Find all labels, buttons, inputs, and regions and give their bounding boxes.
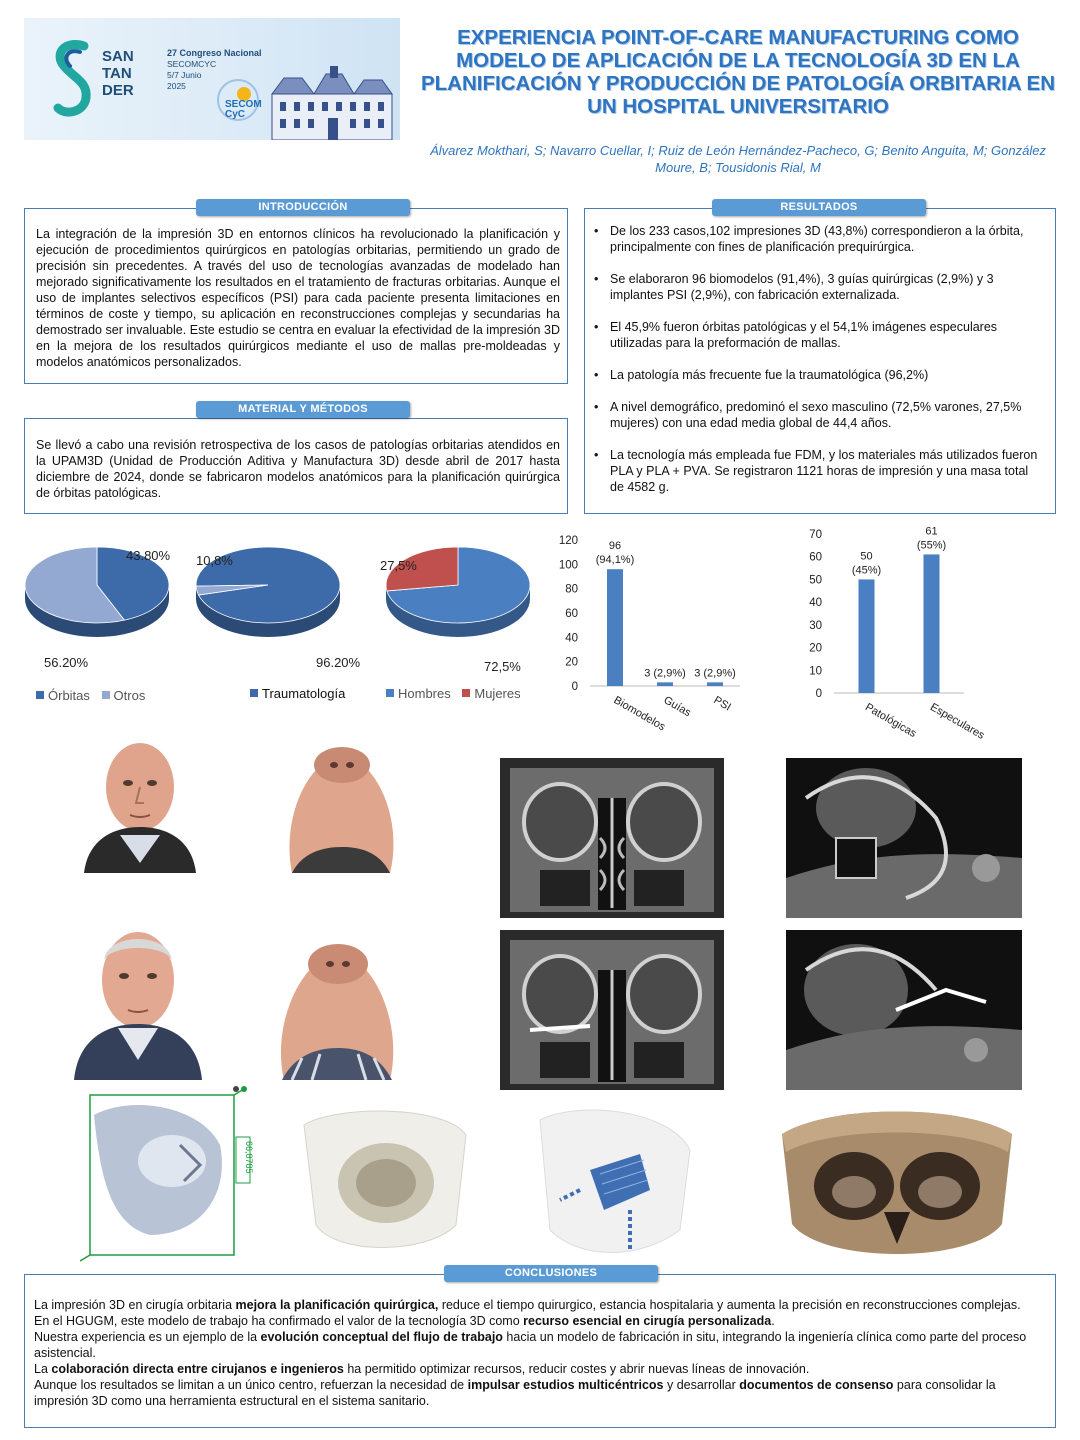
y-tick-label: 100 xyxy=(558,559,578,572)
ct-sagittal-post xyxy=(786,930,1022,1090)
3d-digital-model xyxy=(80,1085,260,1265)
bar-data-label: 61 xyxy=(925,525,938,538)
bar-data-label: 3 (2,9%) xyxy=(694,667,736,680)
bar-data-label: (94,1%) xyxy=(595,554,635,567)
patient-photo-basal-post xyxy=(262,930,412,1080)
conclusion-paragraph: Aunque los resultados se limitan a un único centro, refuerzan la necesidad de impulsar estudios multicéntricos y desarrollar documentos de consenso para consolidar la impresión 3D como una herramienta estructural en el sistema sanitario. xyxy=(34,1378,996,1408)
y-tick-label: 70 xyxy=(809,529,822,541)
y-tick-label: 20 xyxy=(565,656,578,669)
bar xyxy=(607,569,623,686)
resultados-item: • A nivel demográfico, predominó el sexo masculino (72,5% varones, 27,5% mujeres) con una edad media global de 44,4 años. xyxy=(592,399,1044,431)
legend-label: Mujeres xyxy=(474,686,521,701)
bar-chart-products xyxy=(540,528,780,748)
bar-data-label: (55%) xyxy=(916,539,947,552)
y-tick-label: 0 xyxy=(815,688,822,700)
bar-data-label: 50 xyxy=(860,550,873,563)
conclusiones-text xyxy=(34,1297,1046,1409)
x-tick-label: Biomodelos xyxy=(611,694,668,734)
bar xyxy=(657,682,673,686)
introduccion-heading: INTRODUCCIÓN xyxy=(196,199,410,216)
x-tick-label: Especulares xyxy=(928,701,987,742)
y-tick-label: 0 xyxy=(571,681,578,693)
patient-photo-frontal-post xyxy=(68,920,206,1080)
y-tick-label: 10 xyxy=(809,665,822,678)
bar xyxy=(924,554,940,693)
resultados-item: • La patología más frecuente fue la traumatológica (96,2%) xyxy=(592,367,1044,383)
y-tick-label: 50 xyxy=(809,574,822,587)
x-tick-label: Guías xyxy=(661,694,693,720)
pie1-legend xyxy=(36,688,153,703)
material-heading: MATERIAL Y MÉTODOS xyxy=(196,401,410,418)
resultados-heading: RESULTADOS xyxy=(712,199,926,216)
ct-sagittal-pre xyxy=(786,758,1022,918)
pie3-legend xyxy=(386,686,529,701)
bar xyxy=(859,579,875,693)
pie2-label-small: 10,8% xyxy=(196,553,233,568)
bar xyxy=(707,682,723,686)
legend-swatch xyxy=(102,691,110,699)
pie2-legend xyxy=(250,686,353,701)
santander-s-logo xyxy=(50,38,96,118)
resultados-item: • La tecnología más empleada fue FDM, y los materiales más utilizados fueron PLA y PLA + PVA. Se registraron 1121 horas de impresión y una masa total de 4582 g. xyxy=(592,447,1044,495)
y-tick-label: 20 xyxy=(809,642,822,655)
legend-label: Otros xyxy=(113,688,146,703)
legend-label: Hombres xyxy=(398,686,451,701)
patient-photo-frontal-pre xyxy=(74,735,206,873)
resultados-item: • El 45,9% fueron órbitas patológicas y el 54,1% imágenes especulares utilizadas para la preformación de mallas. xyxy=(592,319,1044,351)
pie2-label-trauma: 96.20% xyxy=(316,655,361,670)
3d-model-with-mesh xyxy=(520,1100,700,1264)
y-tick-label: 80 xyxy=(565,583,578,596)
bar-chart-orbits xyxy=(794,524,1034,748)
congress-banner xyxy=(24,18,400,140)
y-tick-label: 40 xyxy=(565,632,578,645)
conclusion-paragraph: Nuestra experiencia es un ejemplo de la evolución conceptual del flujo de trabajo hacia un modelo de fabricación in situ, integrando la ingeniería clínica como parte del proceso asistencial. xyxy=(34,1330,1027,1360)
resultados-item: • Se elaboraron 96 biomodelos (91,4%), 3 guías quirúrgicas (2,9%) y 3 implantes PSI (2,9%), con fabricación externalizada. xyxy=(592,271,1044,303)
legend-swatch xyxy=(36,691,44,699)
conclusion-paragraph: La impresión 3D en cirugía orbitaria mejora la planificación quirúrgica, reduce el tiempo quirurgico, estancia hospitalaria y aumenta la precisión en reconstrucciones complejas. xyxy=(34,1298,1021,1312)
legend-swatch xyxy=(462,689,470,697)
poster-title: EXPERIENCIA POINT-OF-CARE MANUFACTURING COMO MODELO DE APLICACIÓN DE LA TECNOLOGÍA 3D EN LA PLANIFICACIÓN Y PRODUCCIÓN DE PATOLOGÍA ORBITARIA EN UN HOSPITAL UNIVERSITARIO xyxy=(420,26,1055,118)
y-tick-label: 60 xyxy=(809,551,822,564)
3d-skull-render xyxy=(772,1104,1022,1266)
palace-illustration xyxy=(264,64,400,140)
pie1-label-otros: 56.20% xyxy=(44,655,89,670)
pie3-label-hombres: 72,5% xyxy=(484,659,521,674)
material-text: Se llevó a cabo una revisión retrospectiva de los casos de patologías orbitarias atendidos en la UPAM3D (Unidad de Producción Aditiva y Manufactura 3D) desde abril de 2017 hasta diciembre de 2024, donde se fabricaron modelos anatómicos para la planificación quirúrgica de órbitas patológicas. xyxy=(36,438,560,500)
resultados-list xyxy=(592,223,1044,511)
ct-coronal-pre xyxy=(500,758,724,918)
y-tick-label: 30 xyxy=(809,619,822,632)
conclusiones-heading: CONCLUSIONES xyxy=(444,1265,658,1282)
santander-logo-text: SAN TAN DER xyxy=(102,48,134,99)
bar-data-label: 96 xyxy=(608,540,622,553)
x-tick-label: PSI xyxy=(711,694,733,714)
introduccion-text: La integración de la impresión 3D en entornos clínicos ha revolucionado la planificación y ejecución de procedimientos quirúrgicos en patologías orbitarias, permitiendo un grado de precisión sin precedentes. A través del uso de tecnologías avanzadas de modelado han mejorado significativamente los resultados en el tratamiento de fracturas orbitarias. Aunque el uso de implantes selectivos específicos (PSI) para cada paciente presenta limitaciones en términos de coste y tiempo, su aplicación en reconstrucciones complejas y secundarias ha demostrado ser invaluable. Este estudio se centra en evaluar la efectividad de la impresión 3D en la mejora de los resultados quirúrgicos mediante el uso de mallas pre-moldeadas y modelos anatómicos personalizados. xyxy=(36,227,560,369)
resultados-item: • De los 233 casos,102 impresiones 3D (43,8%) correspondieron a la órbita, principalmente con fines de planificación prequirúrgica. xyxy=(592,223,1044,255)
secomcyc-label: SECOM CyC xyxy=(225,99,262,120)
pie1-label-orbitas: 43.80% xyxy=(126,548,171,563)
patient-photo-basal-pre xyxy=(272,735,410,873)
legend-label: Órbitas xyxy=(48,688,90,703)
ct-coronal-post xyxy=(500,930,724,1090)
pie3-label-mujeres: 27,5% xyxy=(380,558,417,573)
congress-info: 27 Congreso Nacional SECOMCYC 5/7 Junio 2025 xyxy=(167,48,262,91)
3d-printed-skull-model xyxy=(296,1105,472,1255)
x-tick-label: Patológicas xyxy=(863,701,919,741)
conclusion-paragraph: En el HGUGM, este modelo de trabajo ha confirmado el valor de la tecnología 3D como recurso esencial en cirugía personalizada. xyxy=(34,1314,775,1328)
y-tick-label: 40 xyxy=(809,597,822,610)
legend-swatch xyxy=(386,689,394,697)
bar-data-label: (45%) xyxy=(851,564,882,577)
poster-authors: Álvarez Mokthari, S; Navarro Cuellar, I; Ruiz de León Hernández-Pacheco, G; Benito Anguita, M; González Moure, B; Tousidonis Rial, M xyxy=(430,143,1046,175)
y-tick-label: 120 xyxy=(558,535,578,547)
conclusion-paragraph: La colaboración directa entre cirujanos e ingenieros ha permitido optimizar recursos, reducir costes y abrir nuevas líneas de innovación. xyxy=(34,1362,810,1376)
legend-label: Traumatología xyxy=(262,686,346,701)
model-scale-label: 66,8785 xyxy=(244,1141,254,1174)
y-tick-label: 60 xyxy=(565,608,578,620)
bar-data-label: 3 (2,9%) xyxy=(644,667,686,680)
legend-swatch xyxy=(250,689,258,697)
